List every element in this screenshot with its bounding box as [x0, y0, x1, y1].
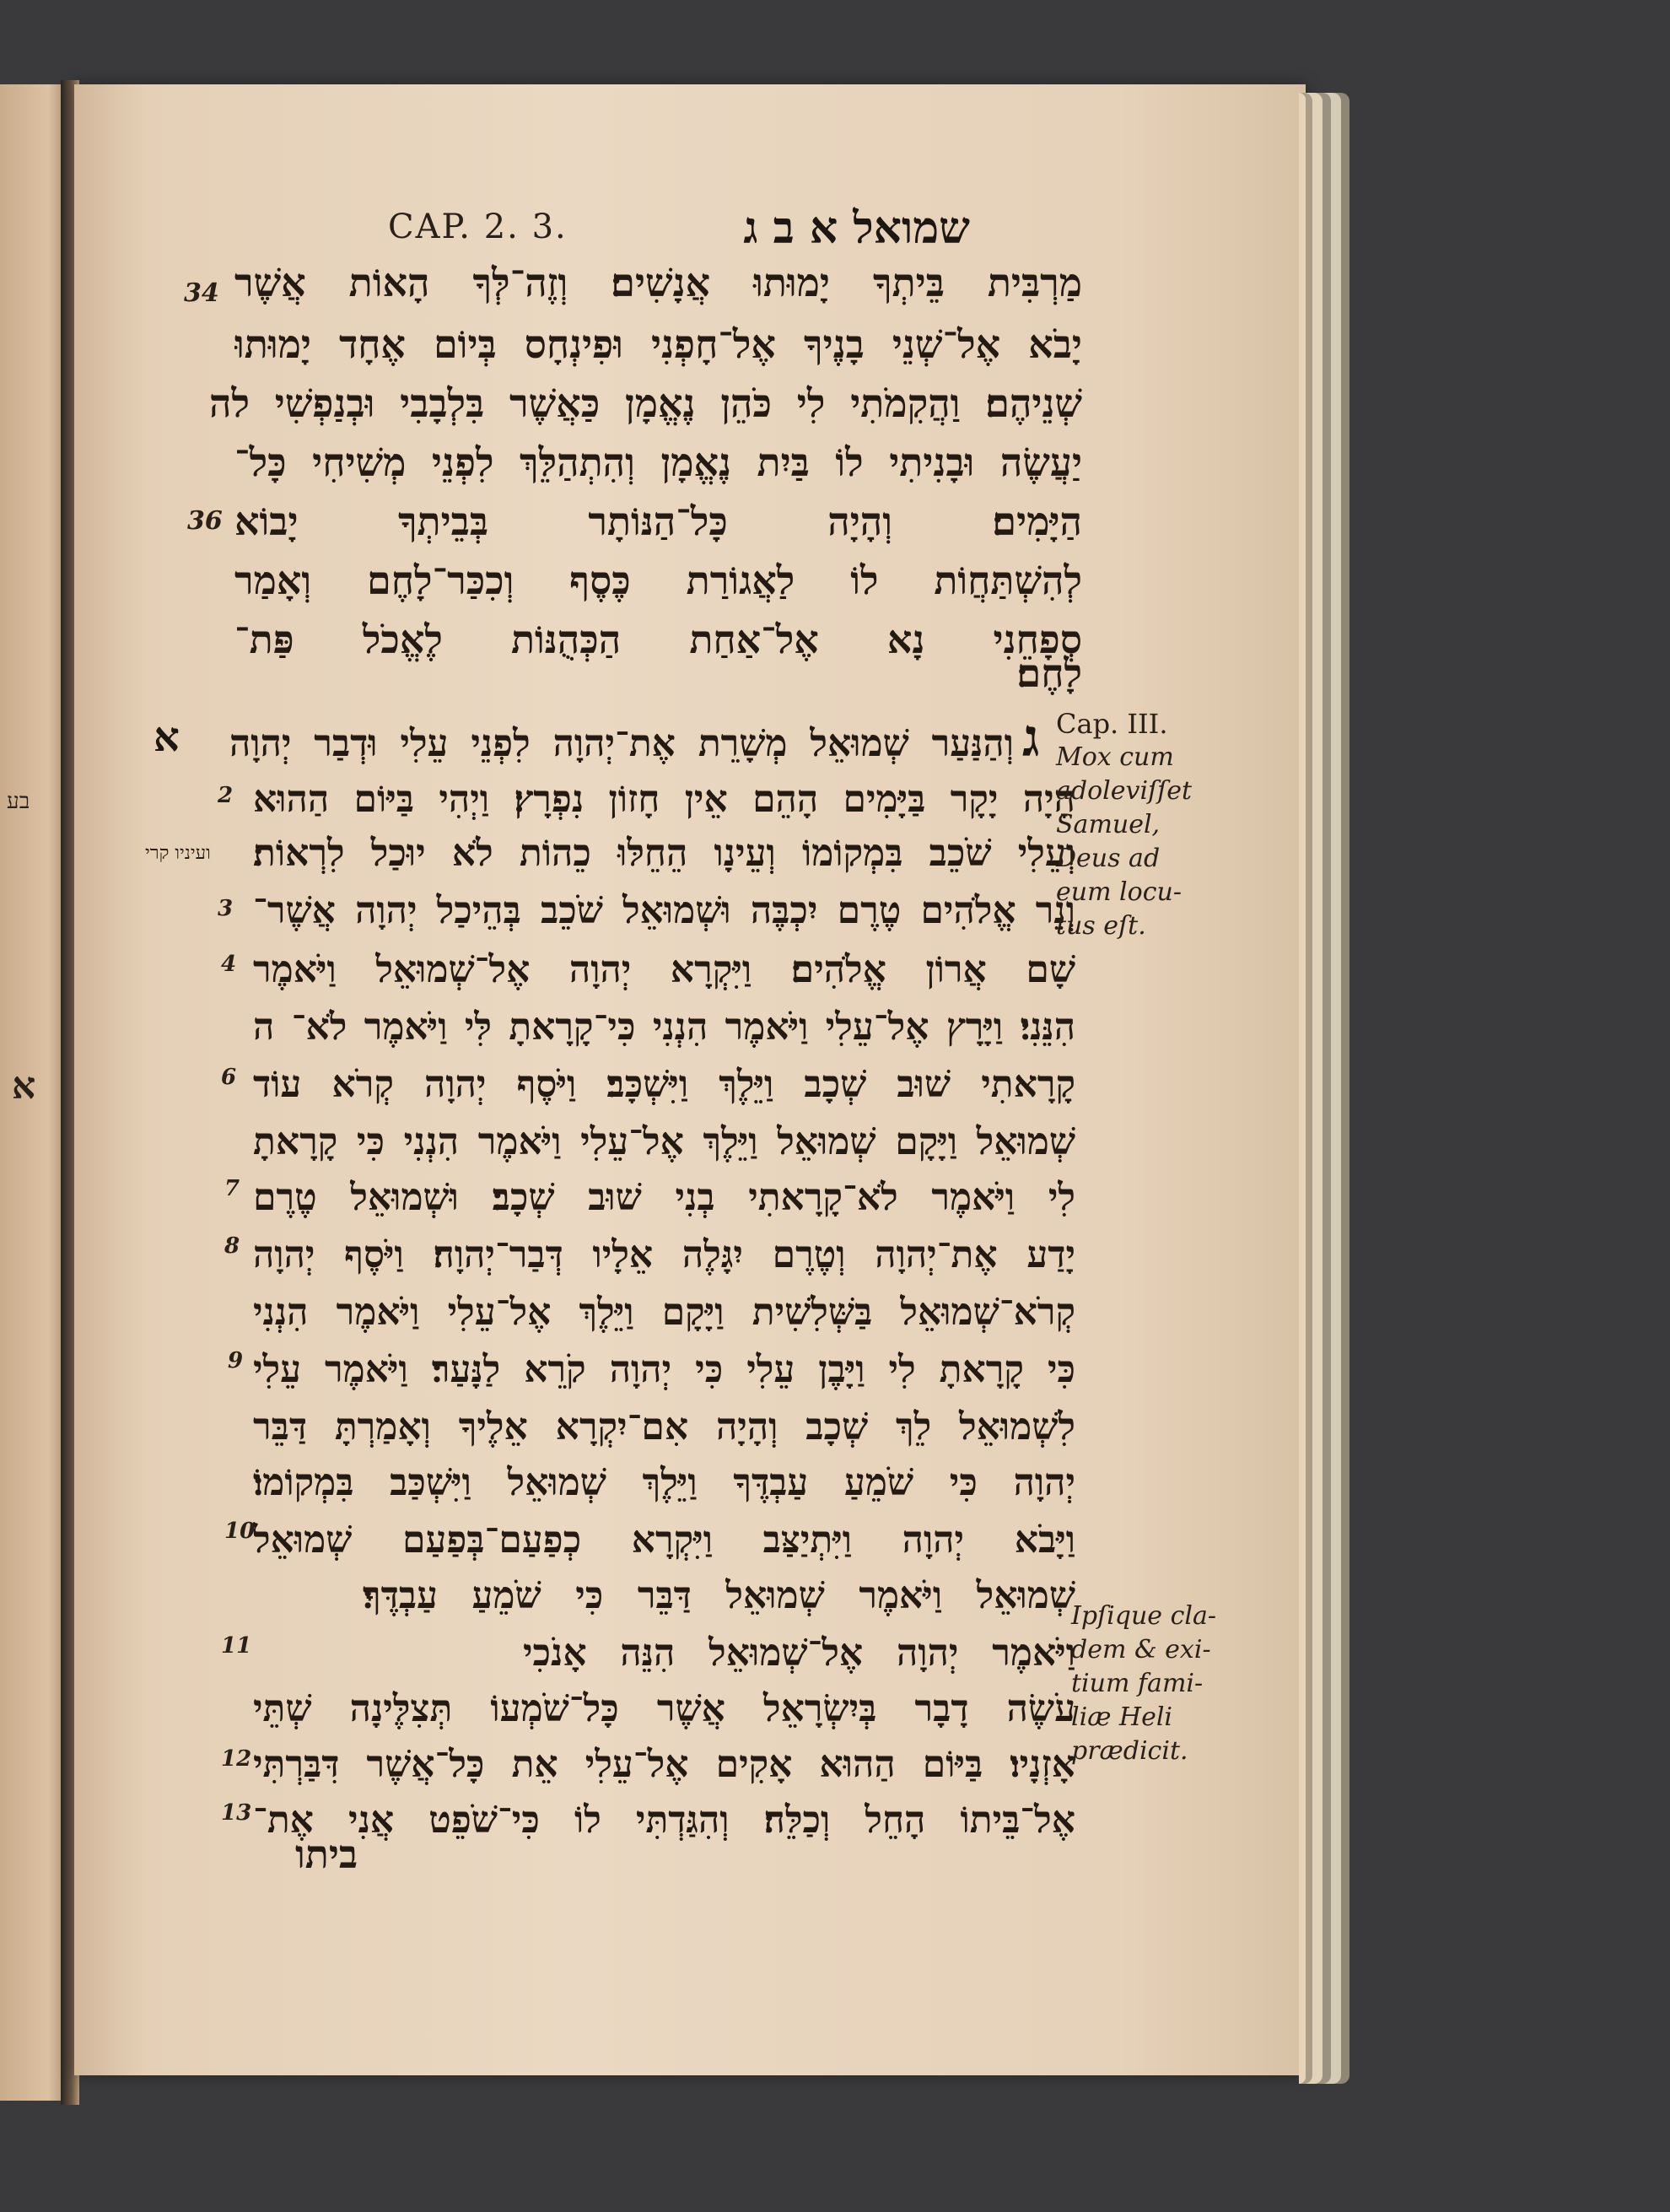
text-line: לְהִשְׁתַּחֲוֹת לוֹ לַאֲגוֹרַת כֶּסֶף וְכִכַּר־לָחֶם וְאָמַר: [234, 558, 1082, 603]
chapter-reference: CAP. 2. 3.: [388, 208, 568, 246]
margin-note-line: liæ Heli: [1071, 1702, 1173, 1732]
margin-note-chapter-summary: [1056, 707, 1192, 943]
text-line: מַרְבִּית בֵּיתְךָ יָמוּתוּ אֲנָשִׁים׃ וְזֶה־לְּךָ הָאוֹת אֲשֶׁר: [234, 260, 1082, 305]
text-line: הָיָה יָקָר בַּיָּמִים הָהֵם אֵין חָזוֹן נִפְרָץ׃ וַיְהִי בַּיּוֹם הַהוּא: [253, 778, 1075, 821]
qere-note: ועיניו קרי: [145, 843, 211, 864]
margin-note-line: Mox cum: [1056, 742, 1174, 772]
text-line: עֹשֶׂה דָבָר בְּיִשְׂרָאֵל אֲשֶׁר כָּל־שֹׁמְעוֹ תְּצִלֶּינָה שְׁתֵּי: [253, 1687, 1075, 1730]
text-line: וַיֹּאמֶר יְהוָה אֶל־שְׁמוּאֵל הִנֵּה אָנֹכִי: [523, 1632, 1075, 1675]
text-line: אָזְנָיו׃ בַּיּוֹם הַהוּא אָקִים אֶל־עֵלִי אֵת כָּל־אֲשֶׁר דִּבַּרְתִּי: [253, 1743, 1075, 1786]
margin-note-line: prædicit.: [1071, 1736, 1188, 1766]
book-title-hebrew: שמואל א ב ג: [743, 202, 970, 254]
text-line: שְׁמוּאֵל וַיֹּאמֶר שְׁמוּאֵל דַּבֵּר כִּי שֹׁמֵעַ עַבְדֶּךָ׃: [363, 1574, 1075, 1617]
verse-number: 2: [218, 783, 234, 808]
text-line: לִשְׁמוּאֵל לֵךְ שְׁכָב וְהָיָה אִם־יִקְרָא אֵלֶיךָ וְאָמַרְתָּ דַּבֵּר: [253, 1405, 1075, 1449]
chapter-number-letter: א: [154, 714, 180, 761]
left-page-fragment: א: [12, 1065, 36, 1108]
margin-note-line: tus eſt.: [1056, 911, 1146, 941]
margin-note-line: tium fami-: [1071, 1669, 1204, 1698]
text-line: אֶל־בֵּיתוֹ הָחֵל וְכַלֵּה׃ וְהִגַּדְתִּי לוֹ כִּי־שֹׁפֵט אֲנִי אֶת־: [253, 1799, 1075, 1842]
verse-number: 6: [221, 1065, 237, 1090]
margin-note-line: dem & exi-: [1071, 1635, 1211, 1664]
text-line: הִנֵּנִי׃ וַיָּרָץ אֶל־עֵלִי וַיֹּאמֶר הִנְנִי כִּי־קָרָאתָ לִּי וַיֹּאמֶר לֹא־ ה: [253, 1006, 1075, 1049]
verse-number: 10: [224, 1519, 256, 1544]
text-line: יַעֲשֶׂה וּבָנִיתִי לוֹ בַּיִת נֶאֱמָן וְהִתְהַלֵּךְ לִפְנֵי מְשִׁיחִי כָּל־: [234, 440, 1082, 485]
text-line: קָרָאתִי שׁוּב שְׁכָב וַיֵּלֶךְ וַיִּשְׁכָּב׃ וַיֹּסֶף יְהוָה קְרֹא עוֹד: [253, 1063, 1075, 1106]
text-line: הַיָּמִים׃ וְהָיָה כָּל־הַנּוֹתָר בְּבֵיתְךָ יָבוֹא: [234, 499, 1082, 544]
margin-note-line: eum locu-: [1056, 877, 1182, 907]
verse-number: 12: [221, 1746, 252, 1772]
text-line: יְהוָה כִּי שֹׁמֵעַ עַבְדֶּךָ וַיֵּלֶךְ שְׁמוּאֵל וַיִּשְׁכַּב בִּמְקוֹמוֹ׃: [253, 1461, 1075, 1504]
text-line: לִי וַיֹּאמֶר לֹא־קָרָאתִי בְנִי שׁוּב שְׁכָב׃ וּשְׁמוּאֵל טֶרֶם: [253, 1176, 1075, 1219]
text-line: וְהַנַּעַר שְׁמוּאֵל מְשָׁרֵת אֶת־יְהוָה לִפְנֵי עֵלִי וּדְבַר יְהוָה: [229, 722, 1014, 765]
text-line: יָבֹא אֶל־שְׁנֵי בָנֶיךָ אֶל־חָפְנִי וּפִינְחָס בְּיוֹם אֶחָד יָמוּתוּ: [234, 321, 1082, 367]
margin-note-line: Cap. III.: [1056, 708, 1168, 740]
text-line: קְרֹא־שְׁמוּאֵל בַּשְּׁלִשִׁית וַיָּקָם וַיֵּלֶךְ אֶל־עֵלִי וַיֹּאמֶר הִנְנִי: [253, 1291, 1075, 1334]
margin-note-line: Deus ad: [1056, 844, 1161, 873]
text-line: וְנֵר אֱלֹהִים טֶרֶם יִכְבֶּה וּשְׁמוּאֵל שֹׁכֵב בְּהֵיכַל יְהוָה אֲשֶׁר־: [253, 889, 1075, 932]
verse-number: 36: [187, 506, 223, 536]
text-line: שָׁם אֲרוֹן אֱלֹהִים׃ וַיִּקְרָא יְהוָה אֶל־שְׁמוּאֵל וַיֹּאמֶר: [253, 948, 1075, 991]
verse-number: 11: [221, 1633, 252, 1659]
chapter-initial-letter: ג: [1022, 707, 1040, 769]
margin-note-line: Samuel,: [1056, 810, 1161, 839]
text-line: יָדַע אֶת־יְהוָה וְטֶרֶם יִגָּלֶה אֵלָיו דְּבַר־יְהוָה׃ וַיֹּסֶף יְהוָה: [253, 1233, 1075, 1276]
text-line: סְפָחֵנִי נָא אֶל־אַחַת הַכְּהֻנּוֹת לֶאֱכֹל פַּת־: [234, 617, 1082, 662]
left-page-fragment: בע: [7, 789, 30, 814]
margin-note-line: Ipſique cla-: [1071, 1601, 1216, 1631]
text-line: שְׁמוּאֵל וַיָּקָם שְׁמוּאֵל וַיֵּלֶךְ אֶל־עֵלִי וַיֹּאמֶר הִנְנִי כִּי קָרָאתָ: [253, 1120, 1075, 1163]
text-line: שְׁנֵיהֶם׃ וַהֲקִמֹתִי לִי כֹּהֵן נֶאֱמָן כַּאֲשֶׁר בִּלְבָבִי וּבְנַפְשִׁי לה: [209, 380, 1082, 426]
running-head: [388, 202, 970, 262]
catchword: ביתו: [295, 1832, 358, 1877]
verse-number: 9: [228, 1348, 244, 1373]
verse-number: 7: [224, 1176, 240, 1201]
text-line: וַיָּבֹא יְהוָה וַיִּתְיַצַּב וַיִּקְרָא כְפַעַם־בְּפַעַם שְׁמוּאֵל: [253, 1519, 1075, 1562]
verse-number: 34: [184, 278, 219, 308]
margin-note-prophecy-summary: [1071, 1600, 1216, 1768]
text-line: לָחֶם׃: [1016, 650, 1082, 696]
verse-number: 4: [221, 952, 237, 977]
text-line: כִּי קָרָאתָ לִי וַיָּבֶן עֵלִי כִּי יְהוָה קֹרֵא לַנָּעַר׃ וַיֹּאמֶר עֵלִי: [253, 1348, 1075, 1391]
verse-number: 13: [221, 1800, 252, 1826]
margin-note-line: adoleviſſet: [1056, 776, 1193, 806]
text-line: וְעֵלִי שֹׁכֵב בִּמְקוֹמוֹ וְעֵינָו הֵחֵלּוּ כֵהוֹת לֹא יוּכַל לִרְאוֹת׃: [253, 832, 1075, 875]
page-edges: [1299, 93, 1360, 2084]
verse-number: 3: [218, 896, 234, 921]
verse-number: 8: [224, 1233, 240, 1259]
